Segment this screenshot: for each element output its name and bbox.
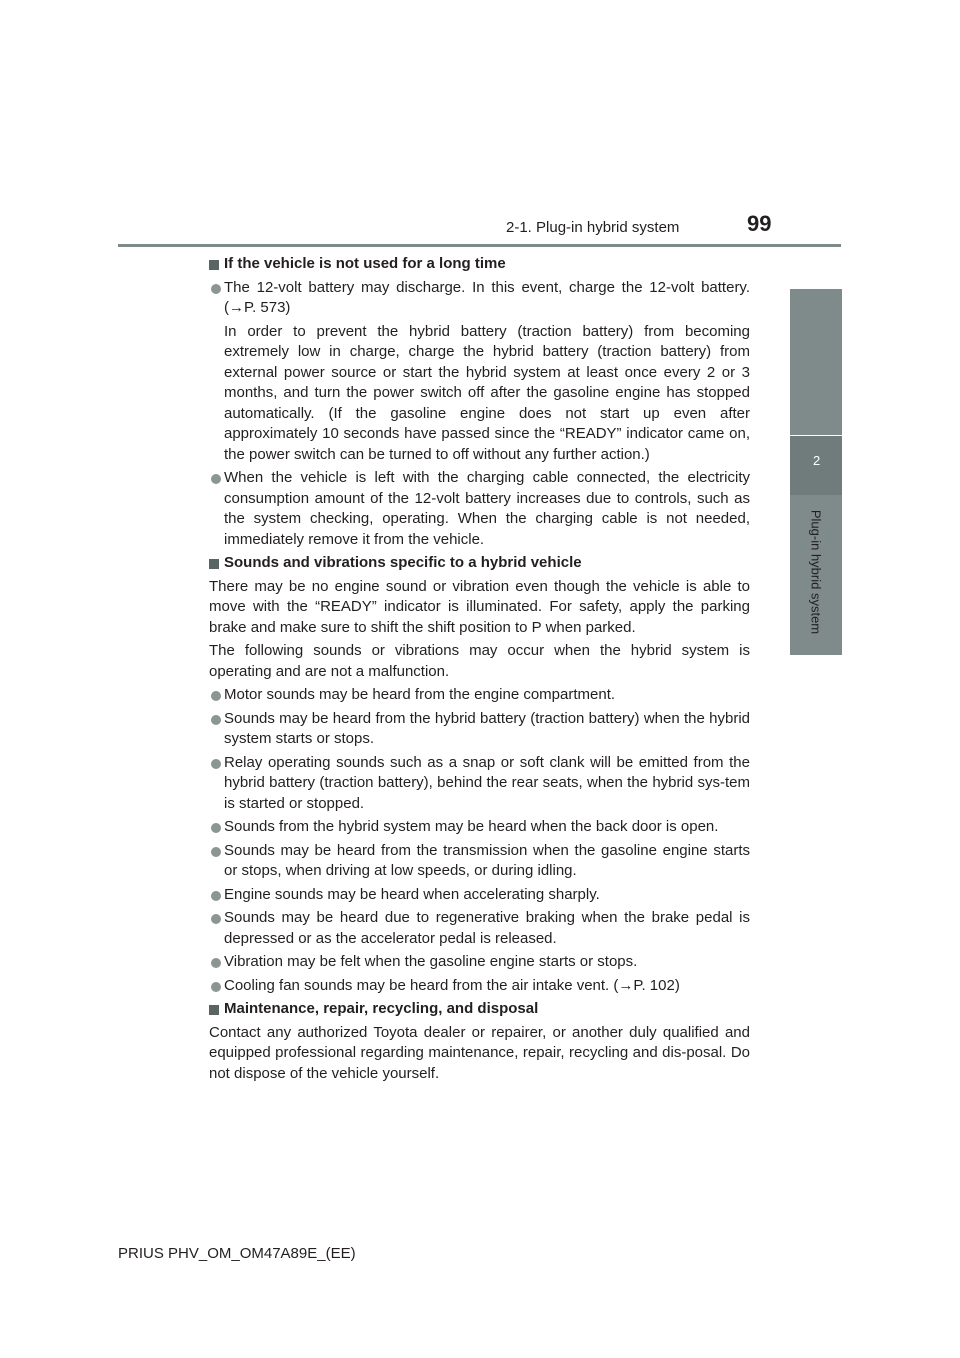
side-strip-upper [790, 289, 842, 435]
round-bullet-icon [211, 891, 221, 901]
bullet-item [209, 709, 750, 750]
bullet-text: When the vehicle is left with the charging cable connected, the electricity consumption amount of the 12-volt battery increases due to controls, such as the system checking, operating. When the charging cable is not needed, immediately remove it from the vehicle. [224, 469, 750, 548]
bullet-item [209, 685, 750, 706]
footer-doc-id: PRIUS PHV_OM_OM47A89E_(EE) [118, 1245, 356, 1262]
bullet-text: Engine sounds may be heard when accelerating sharply. [224, 885, 600, 903]
section-heading-text: Maintenance, repair, recycling, and disposal [224, 1000, 539, 1017]
bullet-text: Vibration may be felt when the gasoline engine starts or stops. [224, 953, 638, 970]
bullet-text: Cooling fan sounds may be heard from the air intake vent. (→P. 102) [224, 976, 680, 994]
bullet-item [209, 753, 750, 815]
paragraph-text: In order to prevent the hybrid battery (traction battery) from becoming extremely low in charge, charge the hybrid battery (traction battery) from external power source or start the hybrid system at least once every 2 or 3 months, and turn the power switch off after the gasoline engine has stopped automatically. (If the gasoline engine does not start up even after approximately 10 seconds have passed since the “READY” indicator came on, the power switch can be turned to off without any further action.) [224, 322, 750, 463]
header-section-title: 2-1. Plug-in hybrid system [506, 219, 680, 236]
main-content [209, 254, 750, 1087]
bullet-item [209, 817, 750, 838]
paragraph [209, 1023, 750, 1085]
round-bullet-icon [211, 284, 221, 294]
square-bullet-icon [209, 559, 219, 569]
square-bullet-icon [209, 1005, 219, 1015]
bullet-item [209, 908, 750, 949]
bullet-item [209, 468, 750, 550]
bullet-text: Sounds may be heard due to regenerative braking when the brake pedal is depressed or as the accelerator pedal is released. [224, 909, 750, 947]
bullet-item [209, 841, 750, 882]
bullet-text: Sounds from the hybrid system may be heard when the back door is open. [224, 818, 719, 835]
paragraph-text: There may be no engine sound or vibration even though the vehicle is able to move with the “READY” indicator is illuminated. For safety, apply the parking brake and make sure to shift the shift position to P when parked. [209, 577, 750, 636]
square-bullet-icon [209, 260, 219, 270]
paragraph-text: The following sounds or vibrations may occur when the hybrid system is operating and are not a malfunction. [209, 642, 750, 680]
section-heading-text: If the vehicle is not used for a long time [224, 255, 506, 272]
bullet-item [209, 952, 750, 973]
page-number: 99 [747, 211, 772, 236]
section-heading [209, 999, 750, 1020]
bullet-text: Relay operating sounds such as a snap or soft clank will be emitted from the hybrid battery (traction battery), behind the rear seats, when the hybrid sys-tem is started or stopped. [224, 753, 750, 812]
chapter-title: Plug-in hybrid system [808, 509, 824, 635]
bullet-text: Sounds may be heard from the hybrid battery (traction battery) when the hybrid system starts or stops. [224, 709, 750, 747]
round-bullet-icon [211, 474, 221, 484]
bullet-text: The 12-volt battery may discharge. In this event, charge the 12-volt battery. (→P. 573) [224, 278, 750, 316]
round-bullet-icon [211, 759, 221, 769]
bullet-item [209, 885, 750, 906]
round-bullet-icon [211, 691, 221, 701]
round-bullet-icon [211, 914, 221, 924]
paragraph [209, 641, 750, 682]
round-bullet-icon [211, 847, 221, 857]
bullet-text: Sounds may be heard from the transmission when the gasoline engine starts or stops, when driving at low speeds, or during idling. [224, 841, 750, 879]
round-bullet-icon [211, 958, 221, 968]
chapter-number: 2 [813, 453, 821, 468]
indented-paragraph [209, 322, 750, 466]
paragraph-text: Contact any authorized Toyota dealer or repairer, or another duly qualified and equipped professional regarding maintenance, repair, recycling and dis-posal. Do not dispose of the vehicle yourself. [209, 1023, 750, 1082]
header-divider [118, 244, 841, 247]
section-heading [209, 553, 750, 574]
bullet-item [209, 278, 750, 319]
round-bullet-icon [211, 715, 221, 725]
section-heading [209, 254, 750, 275]
bullet-text: Motor sounds may be heard from the engine compartment. [224, 686, 616, 703]
round-bullet-icon [211, 823, 221, 833]
section-heading-text: Sounds and vibrations specific to a hybrid vehicle [224, 554, 582, 571]
paragraph [209, 577, 750, 639]
round-bullet-icon [211, 982, 221, 992]
bullet-item [209, 976, 750, 997]
